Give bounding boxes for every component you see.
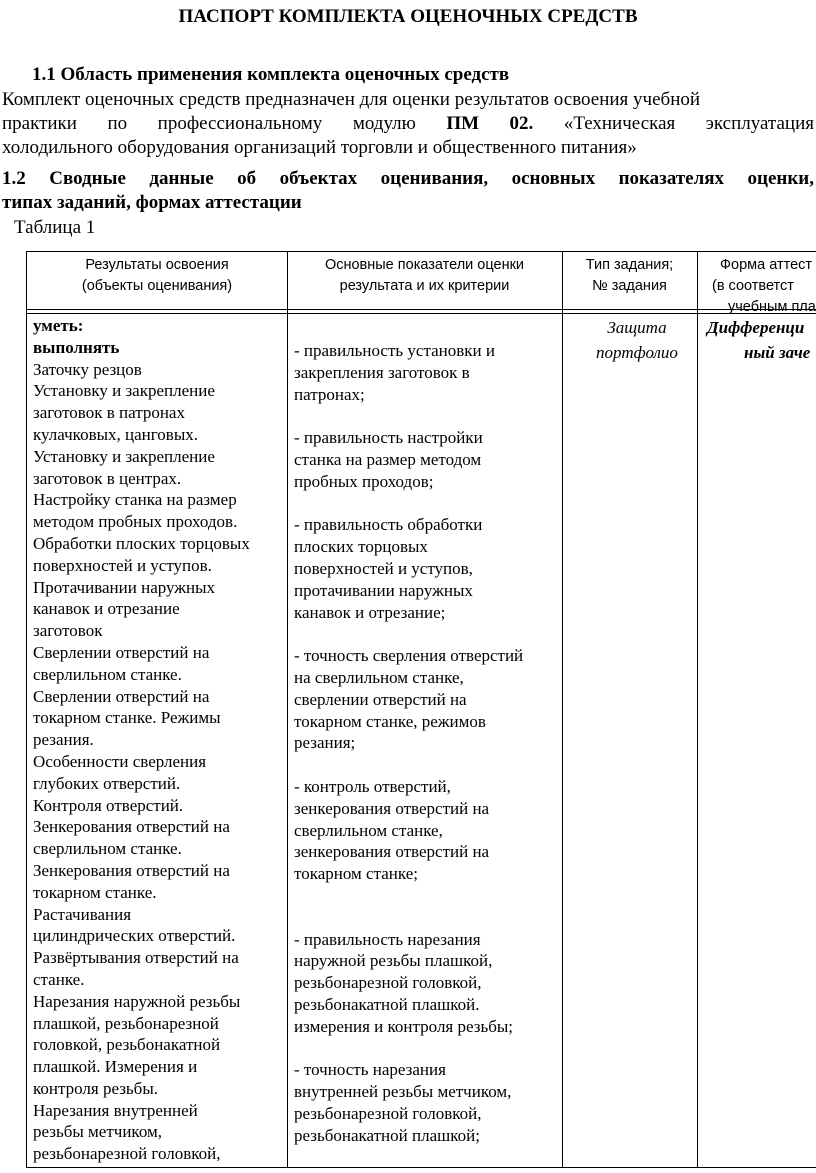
result-line: Развёртывания отверстий на <box>33 948 239 968</box>
header-indicators <box>287 255 562 297</box>
skill-label: уметь: <box>33 316 84 335</box>
indicator-line: - правильность обработки <box>294 515 483 535</box>
indicator-line: станка на размер методом <box>294 449 482 469</box>
indicator-line: поверхностей и уступов, <box>294 558 473 578</box>
indicator-line: токарном станке, режимов <box>294 711 486 731</box>
section-heading-1-2-line-1: 1.2 Сводные данные об объектах оценивания, основных показателях оценки, <box>2 168 814 189</box>
result-line: Нарезания внутренней <box>33 1100 198 1120</box>
result-line: поверхностей и уступов. <box>33 555 212 575</box>
header-divider <box>27 313 816 314</box>
indicator-line: зенкерования отверстий на <box>294 842 490 862</box>
result-line: Нарезания наружной резьбы <box>33 991 241 1011</box>
indicator-line: - точность сверления отверстий <box>294 646 524 666</box>
indicator-item <box>294 929 559 1038</box>
skill-label: выполнять <box>33 337 120 357</box>
indicator-line: - контроль отверстий, <box>294 776 451 796</box>
page-title: ПАСПОРТ КОМПЛЕКТА ОЦЕНОЧНЫХ СРЕДСТВ <box>178 6 638 27</box>
indicator-line: на сверлильном станке, <box>294 667 464 687</box>
paragraph-line-2 <box>2 112 814 136</box>
indicator-line: резьбонакатной плашкой; <box>294 1125 480 1145</box>
section-heading-1-2 <box>2 167 814 215</box>
result-line: заготовок в центрах. <box>33 468 182 488</box>
column-divider <box>562 252 563 1167</box>
indicator-item <box>294 1059 559 1146</box>
indicator-line: резьбонарезной головкой, <box>294 1103 482 1123</box>
header-results <box>27 255 287 297</box>
table-caption: Таблица 1 <box>14 217 96 238</box>
result-line: резания. <box>33 730 94 750</box>
header-task-type <box>562 255 697 297</box>
result-line: Настройку станка на размер <box>33 490 237 510</box>
header-line: (в соответст <box>712 278 794 294</box>
column-divider <box>697 252 698 1167</box>
result-line: Обработки плоских торцовых <box>33 533 250 553</box>
result-line: кулачковых, цанговых. <box>33 424 199 444</box>
indicator-line: протачивании наружных <box>294 580 473 600</box>
indicator-item <box>294 514 559 623</box>
attestation-form-cell <box>707 315 816 365</box>
indicator-item <box>294 776 559 907</box>
indicator-line: наружной резьбы плашкой, <box>294 951 493 971</box>
result-line: заготовок в патронах <box>33 403 185 423</box>
indicator-line: измерения и контроля резьбы; <box>294 1016 514 1036</box>
indicator-line: - правильность настройки <box>294 428 483 448</box>
result-line: методом пробных проходов. <box>33 512 238 532</box>
result-line: токарном станке. <box>33 882 157 902</box>
indicator-line: резания; <box>294 733 356 753</box>
indicators-cell <box>294 340 559 1168</box>
results-cell <box>33 315 289 1165</box>
paragraph-line-1: Комплект оценочных средств предназначен для оценки результатов освоения учебной <box>2 89 701 110</box>
indicator-line: патронах; <box>294 384 365 404</box>
indicator-line: - точность нарезания <box>294 1060 446 1080</box>
result-line: Установку и закрепление <box>33 446 215 466</box>
header-line: учебным пла <box>728 299 816 315</box>
indicator-line: сверлильном станке, <box>294 820 443 840</box>
result-line: Контроля отверстий. <box>33 795 184 815</box>
result-line: плашкой, резьбонарезной <box>33 1013 219 1033</box>
result-line: плашкой. Измерения и <box>33 1057 198 1077</box>
indicator-line: пробных проходов; <box>294 471 434 491</box>
indicator-line: канавок и отрезание; <box>294 602 446 622</box>
paragraph-line-2-text: практики по профессиональному модулю <box>2 113 447 134</box>
task-type-line: портфолио <box>596 343 678 362</box>
header-line: результата и их критерии <box>339 278 510 294</box>
indicator-line: сверлении отверстий на <box>294 689 467 709</box>
indicator-line: плоских торцовых <box>294 537 428 557</box>
result-line: сверлильном станке. <box>33 839 182 859</box>
result-line: заготовок <box>33 621 103 641</box>
result-line: Зенкерования отверстий на <box>33 860 230 880</box>
result-line: Установку и закрепление <box>33 381 215 401</box>
result-line: станке. <box>33 969 85 989</box>
result-line: токарном станке. Режимы <box>33 708 221 728</box>
indicator-item <box>294 340 559 405</box>
indicator-line: внутренней резьбы метчиком, <box>294 1082 512 1102</box>
result-line: глубоких отверстий. <box>33 773 181 793</box>
result-line: Особенности сверления <box>33 751 207 771</box>
indicator-line: зенкерования отверстий на <box>294 798 490 818</box>
header-line: (объекты оценивания) <box>81 278 233 294</box>
indicator-item <box>294 645 559 754</box>
indicator-line: закрепления заготовок в <box>294 362 470 382</box>
section-heading-1-2-line-2: типах заданий, формах аттестации <box>2 192 302 213</box>
indicator-line: - правильность нарезания <box>294 929 481 949</box>
indicator-line: токарном станке; <box>294 864 418 884</box>
paragraph-line-2-rest: «Техническая эксплуатация <box>533 113 814 134</box>
section-1-1-paragraph <box>2 88 814 160</box>
header-line: Тип задания; <box>585 257 674 273</box>
header-line: Форма аттест <box>720 257 813 273</box>
indicator-item <box>294 427 559 492</box>
result-line: канавок и отрезание <box>33 599 180 619</box>
result-line: Растачивания <box>33 904 132 924</box>
paragraph-line-3: холодильного оборудования организаций торговли и общественного питания» <box>2 137 637 158</box>
result-line: Заточку резцов <box>33 359 142 379</box>
task-type-line: Защита <box>607 318 667 337</box>
result-line: Протачивании наружных <box>33 577 216 597</box>
header-line: Основные показатели оценки <box>324 257 525 273</box>
indicator-line: резьбонарезной головкой, <box>294 973 482 993</box>
attestation-line: Дифференци <box>707 318 805 337</box>
module-code: ПМ 02. <box>446 113 534 134</box>
section-heading-1-1: 1.1 Область применения комплекта оценочных средств <box>32 64 510 85</box>
header-line: Результаты освоения <box>85 257 229 273</box>
result-line: Зенкерования отверстий на <box>33 817 230 837</box>
result-line: Сверлении отверстий на <box>33 686 210 706</box>
indicator-line: резьбонакатной плашкой. <box>294 994 480 1014</box>
result-line: Сверлении отверстий на <box>33 642 210 662</box>
indicator-line: - правильность установки и <box>294 341 495 360</box>
assessment-table <box>26 251 816 1168</box>
attestation-line: ный заче <box>744 343 811 362</box>
header-divider <box>27 309 816 310</box>
result-line: резьбы метчиком, <box>33 1122 163 1142</box>
indicator-line <box>294 885 559 907</box>
result-line: контроля резьбы. <box>33 1078 159 1098</box>
header-attestation-form <box>712 255 816 318</box>
task-type-cell <box>572 315 702 365</box>
result-line: резьбонарезной головкой, <box>33 1144 221 1164</box>
result-line: цилиндрических отверстий. <box>33 926 236 946</box>
header-line: № задания <box>592 278 667 294</box>
result-line: головкой, резьбонакатной <box>33 1035 221 1055</box>
result-line: сверлильном станке. <box>33 664 182 684</box>
